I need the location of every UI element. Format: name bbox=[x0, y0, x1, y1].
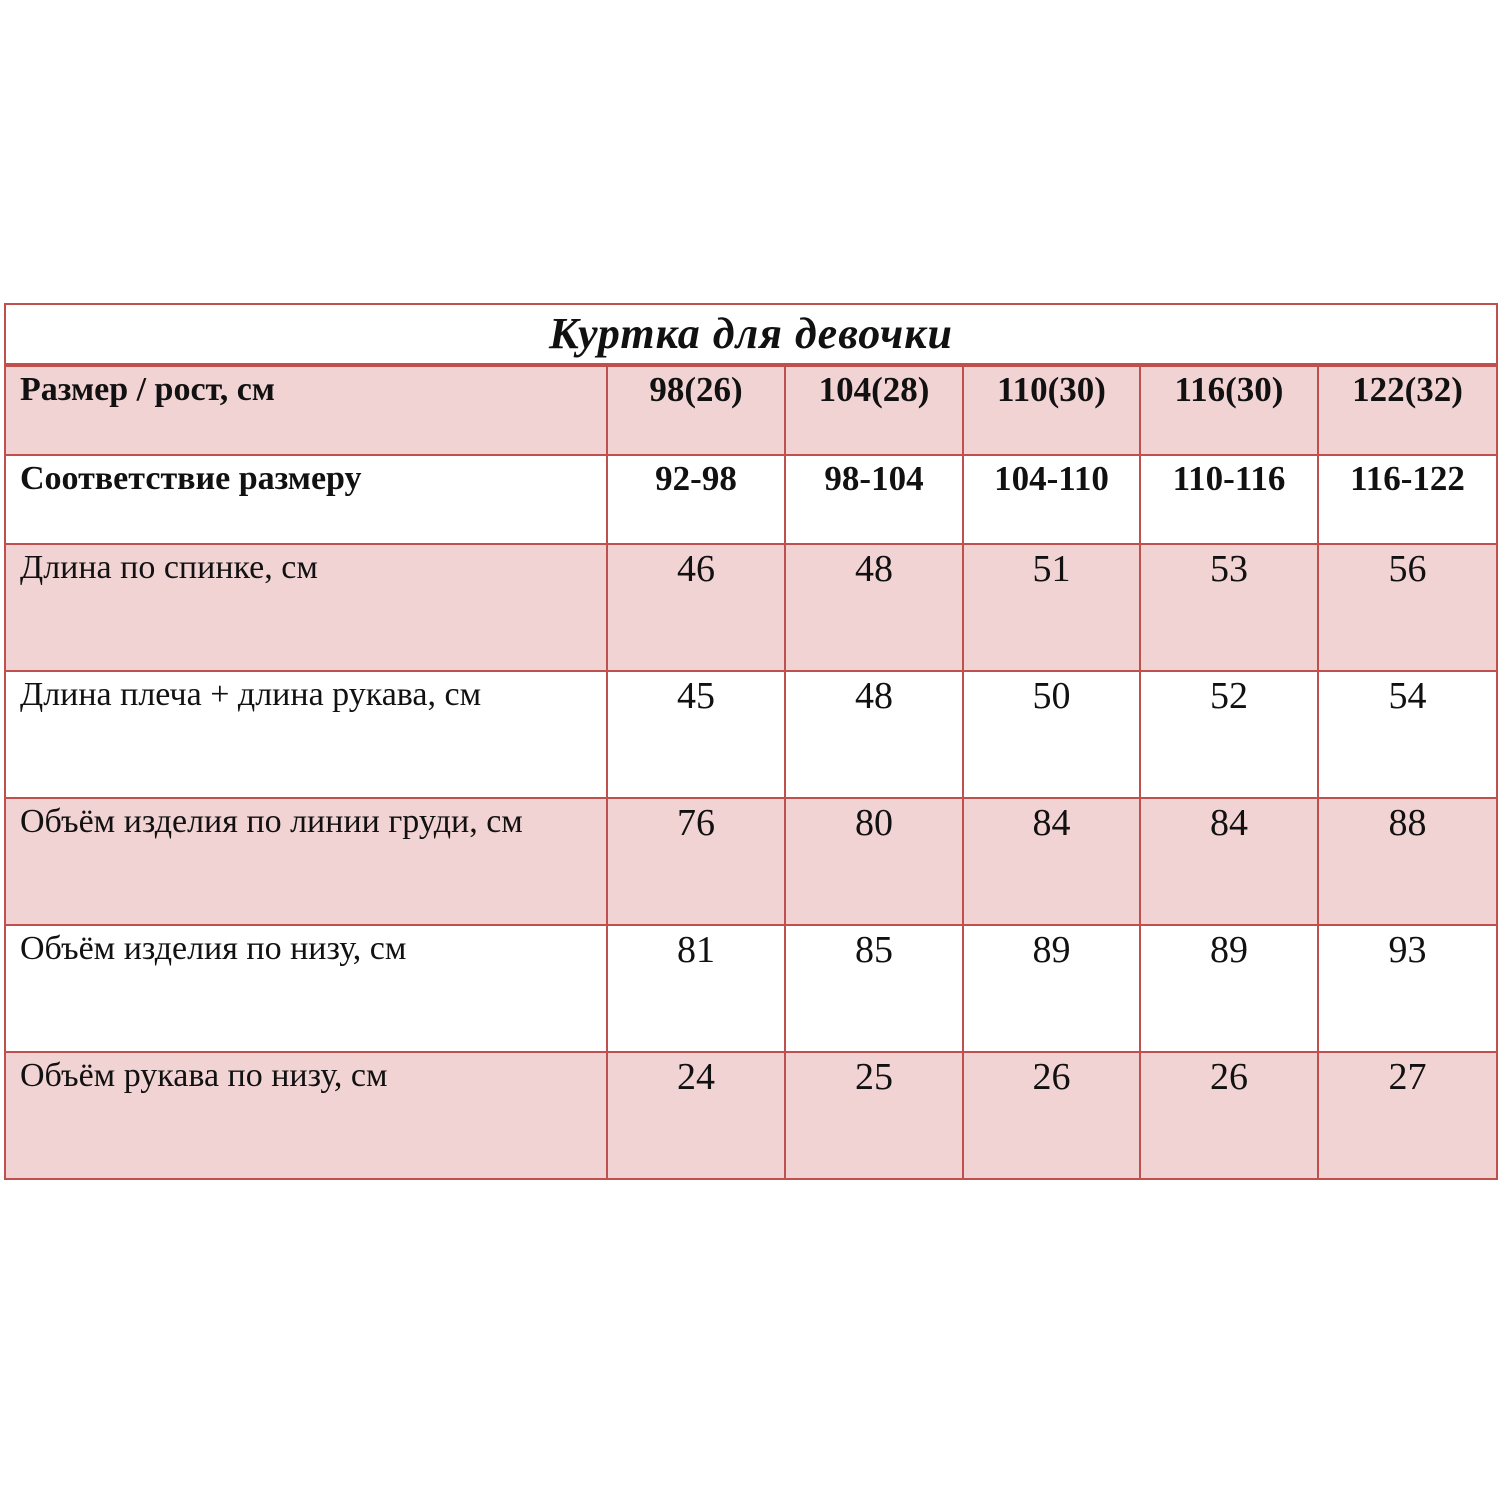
table-title: Куртка для девочки bbox=[5, 304, 1497, 365]
table-row bbox=[5, 365, 1497, 455]
cell-value: 98-104 bbox=[785, 455, 963, 544]
row-label: Соответствие размеру bbox=[5, 455, 607, 544]
cell-value: 26 bbox=[963, 1052, 1140, 1179]
cell-value: 53 bbox=[1140, 544, 1318, 671]
cell-value: 116-122 bbox=[1318, 455, 1497, 544]
cell-value: 84 bbox=[1140, 798, 1318, 925]
cell-value: 85 bbox=[785, 925, 963, 1052]
row-label: Длина плеча + длина рукава, см bbox=[5, 671, 607, 798]
cell-value: 93 bbox=[1318, 925, 1497, 1052]
cell-value: 89 bbox=[1140, 925, 1318, 1052]
cell-value: 26 bbox=[1140, 1052, 1318, 1179]
cell-value: 104-110 bbox=[963, 455, 1140, 544]
table-row bbox=[5, 925, 1497, 1052]
cell-value: 54 bbox=[1318, 671, 1497, 798]
cell-value: 89 bbox=[963, 925, 1140, 1052]
cell-value: 110-116 bbox=[1140, 455, 1318, 544]
table-row bbox=[5, 455, 1497, 544]
cell-value: 116(30) bbox=[1140, 365, 1318, 455]
cell-value: 24 bbox=[607, 1052, 785, 1179]
row-label: Размер / рост, см bbox=[5, 365, 607, 455]
title-row bbox=[5, 304, 1497, 365]
row-label: Длина по спинке, см bbox=[5, 544, 607, 671]
cell-value: 48 bbox=[785, 671, 963, 798]
cell-value: 122(32) bbox=[1318, 365, 1497, 455]
cell-value: 48 bbox=[785, 544, 963, 671]
cell-value: 27 bbox=[1318, 1052, 1497, 1179]
cell-value: 80 bbox=[785, 798, 963, 925]
cell-value: 52 bbox=[1140, 671, 1318, 798]
cell-value: 46 bbox=[607, 544, 785, 671]
cell-value: 76 bbox=[607, 798, 785, 925]
cell-value: 50 bbox=[963, 671, 1140, 798]
cell-value: 51 bbox=[963, 544, 1140, 671]
size-chart-table bbox=[4, 303, 1498, 1180]
cell-value: 25 bbox=[785, 1052, 963, 1179]
table-row bbox=[5, 671, 1497, 798]
row-label: Объём изделия по низу, см bbox=[5, 925, 607, 1052]
cell-value: 98(26) bbox=[607, 365, 785, 455]
cell-value: 81 bbox=[607, 925, 785, 1052]
table-row bbox=[5, 798, 1497, 925]
table-row bbox=[5, 544, 1497, 671]
cell-value: 84 bbox=[963, 798, 1140, 925]
table-row bbox=[5, 1052, 1497, 1179]
cell-value: 45 bbox=[607, 671, 785, 798]
row-label: Объём изделия по линии груди, см bbox=[5, 798, 607, 925]
cell-value: 104(28) bbox=[785, 365, 963, 455]
row-label: Объём рукава по низу, см bbox=[5, 1052, 607, 1179]
cell-value: 88 bbox=[1318, 798, 1497, 925]
cell-value: 110(30) bbox=[963, 365, 1140, 455]
cell-value: 56 bbox=[1318, 544, 1497, 671]
cell-value: 92-98 bbox=[607, 455, 785, 544]
